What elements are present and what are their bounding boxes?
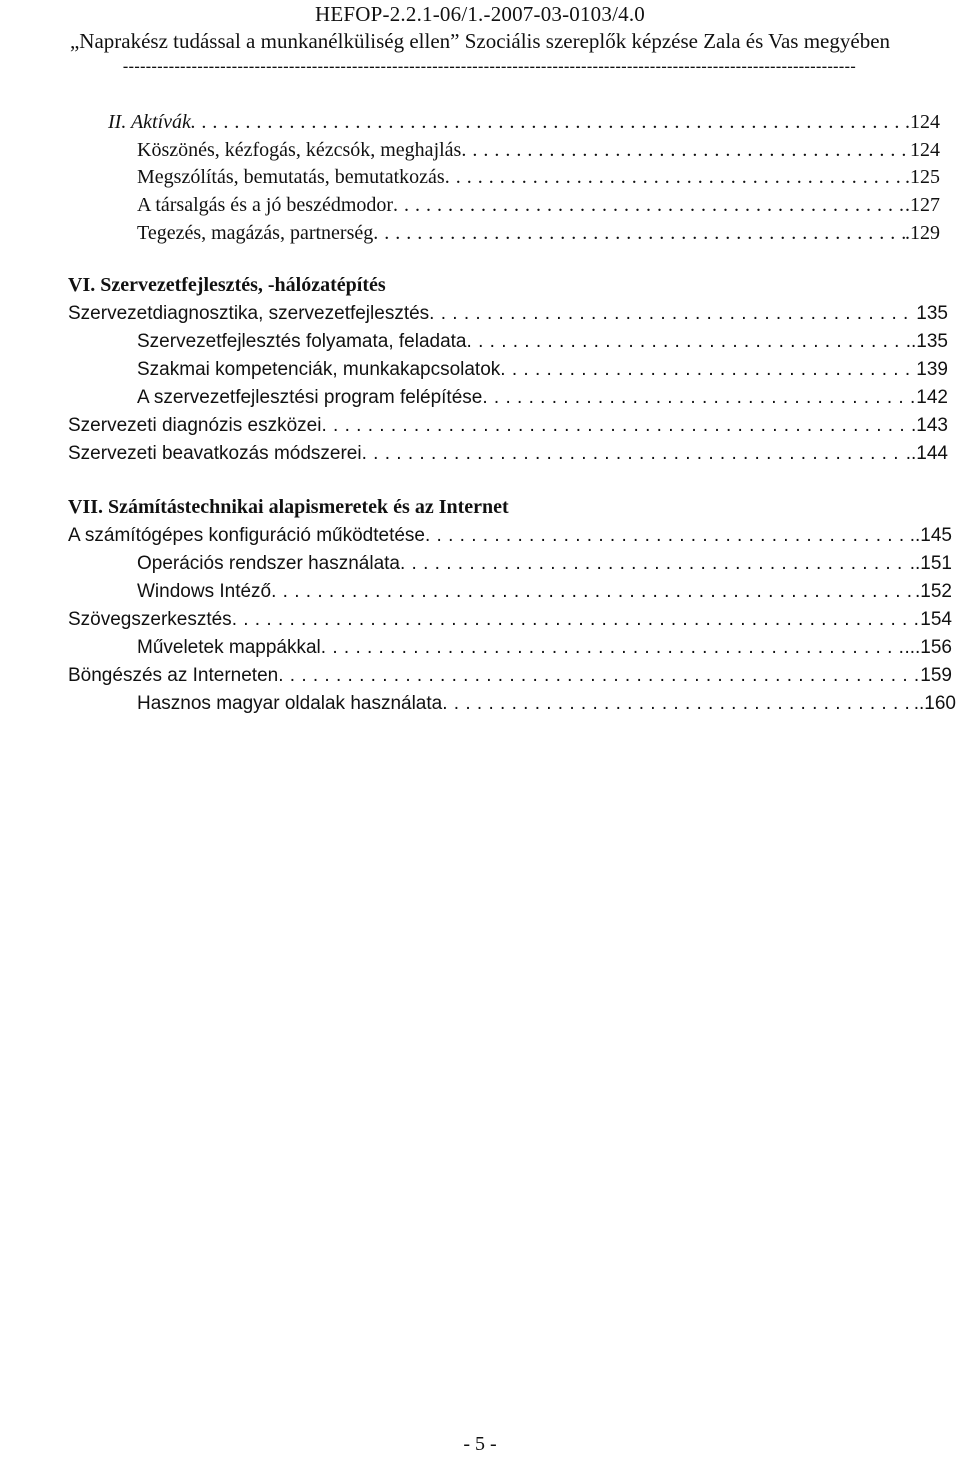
toc-leader [362, 443, 906, 465]
toc-leader [445, 166, 905, 189]
toc-entry-page: .129 [905, 222, 940, 244]
toc-entry[interactable] [68, 605, 952, 631]
toc-entry-label: Hasznos magyar oldalak használata [137, 693, 443, 714]
toc-entry-page: .124 [905, 111, 940, 133]
section-heading-vii: VII. Számítástechnikai alapismeretek és az Internet [68, 496, 509, 518]
toc-entry[interactable] [68, 439, 948, 465]
toc-entry-label: A számítógépes konfiguráció működtetése [68, 525, 425, 546]
toc-entry[interactable] [68, 661, 952, 687]
toc-entry-page: 159 [920, 665, 952, 686]
toc-leader [321, 637, 905, 659]
toc-entry[interactable] [68, 411, 948, 437]
header-rule: -------------------------------------------------------------------------------------------------------------------------------- [122, 58, 857, 75]
toc-leader [373, 222, 905, 245]
toc-leader [191, 111, 905, 134]
toc-entry-page: 142 [916, 387, 948, 408]
toc-entry[interactable] [137, 355, 948, 381]
toc-entry-label: A társalgás és a jó beszédmodor [137, 194, 394, 216]
project-code: HEFOP-2.2.1-06/1.-2007-03-0103/4.0 [315, 2, 645, 26]
toc-entry-aktivak[interactable] [108, 108, 940, 134]
toc-entry-label: Szövegszerkesztés [68, 609, 232, 630]
section-heading-vi: VI. Szervezetfejlesztés, -hálózatépítés [68, 274, 386, 296]
toc-leader [278, 665, 920, 687]
toc-entry[interactable] [68, 521, 952, 547]
toc-entry-page: ..145 [909, 525, 952, 546]
toc-entry-label: Böngészés az Interneten [68, 665, 279, 686]
toc-entry[interactable] [137, 577, 952, 603]
page-number: - 5 - [463, 1433, 497, 1455]
toc-entry[interactable] [137, 383, 948, 409]
toc-entry[interactable] [137, 327, 948, 353]
toc-leader [271, 581, 915, 603]
toc-entry-page: ..160 [913, 693, 956, 714]
toc-entry-label: Operációs rendszer használata [137, 553, 400, 574]
toc-entry-label: Műveletek mappákkal [137, 637, 321, 658]
toc-entry-label: Szervezeti beavatkozás módszerei [68, 443, 362, 464]
toc-entry[interactable] [137, 549, 952, 575]
toc-leader [500, 359, 916, 381]
toc-entry[interactable] [137, 163, 940, 189]
toc-entry-label: Megszólítás, bemutatás, bemutatkozás [137, 166, 445, 188]
toc-entry-page: 139 [916, 359, 948, 380]
toc-leader [393, 194, 905, 217]
toc-entry-label: Szervezeti diagnózis eszközei [68, 415, 322, 436]
toc-entry-label: II. Aktívák [108, 111, 191, 133]
project-title: „Naprakész tudással a munkanélküliség ellen” Szociális szereplők képzése Zala és Vas megyében [69, 29, 891, 53]
toc-entry-page: .143 [911, 415, 948, 436]
toc-entry-page: 124 [910, 139, 940, 161]
toc-entry-page: .127 [905, 194, 940, 216]
toc-entry-page: ..144 [905, 443, 948, 464]
toc-entry[interactable] [137, 689, 956, 715]
toc-entry-label: Windows Intéző [137, 581, 272, 602]
toc-leader [400, 553, 910, 575]
toc-entry-page: 135 [916, 303, 948, 324]
toc-entry-label: A szervezetfejlesztési program felépítése [137, 387, 483, 408]
toc-leader [482, 387, 916, 409]
toc-entry-label: Szervezetdiagnosztika, szervezetfejlesztés [68, 303, 430, 324]
toc-leader [232, 609, 921, 631]
toc-entry-label: Tegezés, magázás, partnerség [137, 222, 374, 244]
toc-entry-page: ..135 [905, 331, 948, 352]
toc-leader [321, 415, 911, 437]
toc-leader [429, 303, 916, 325]
toc-entry[interactable] [137, 219, 940, 245]
toc-leader [442, 693, 914, 715]
toc-entry-label: Szervezetfejlesztés folyamata, feladata [137, 331, 467, 352]
toc-entry-page: .152 [915, 581, 952, 602]
toc-entry-page: ..151 [909, 553, 952, 574]
toc-leader [467, 331, 906, 353]
toc-entry[interactable] [137, 136, 940, 162]
toc-entry-label: Köszönés, kézfogás, kézcsók, meghajlás [137, 139, 462, 161]
toc-entry[interactable] [137, 191, 940, 217]
toc-entry-page: .125 [905, 166, 940, 188]
toc-entry[interactable] [68, 299, 948, 325]
toc-leader [425, 525, 910, 547]
toc-leader [461, 139, 910, 162]
toc-entry-page: 154 [920, 609, 952, 630]
toc-entry-label: Szakmai kompetenciák, munkakapcsolatok [137, 359, 501, 380]
toc-entry[interactable] [137, 633, 952, 659]
toc-entry-page: ...156 [904, 637, 952, 658]
